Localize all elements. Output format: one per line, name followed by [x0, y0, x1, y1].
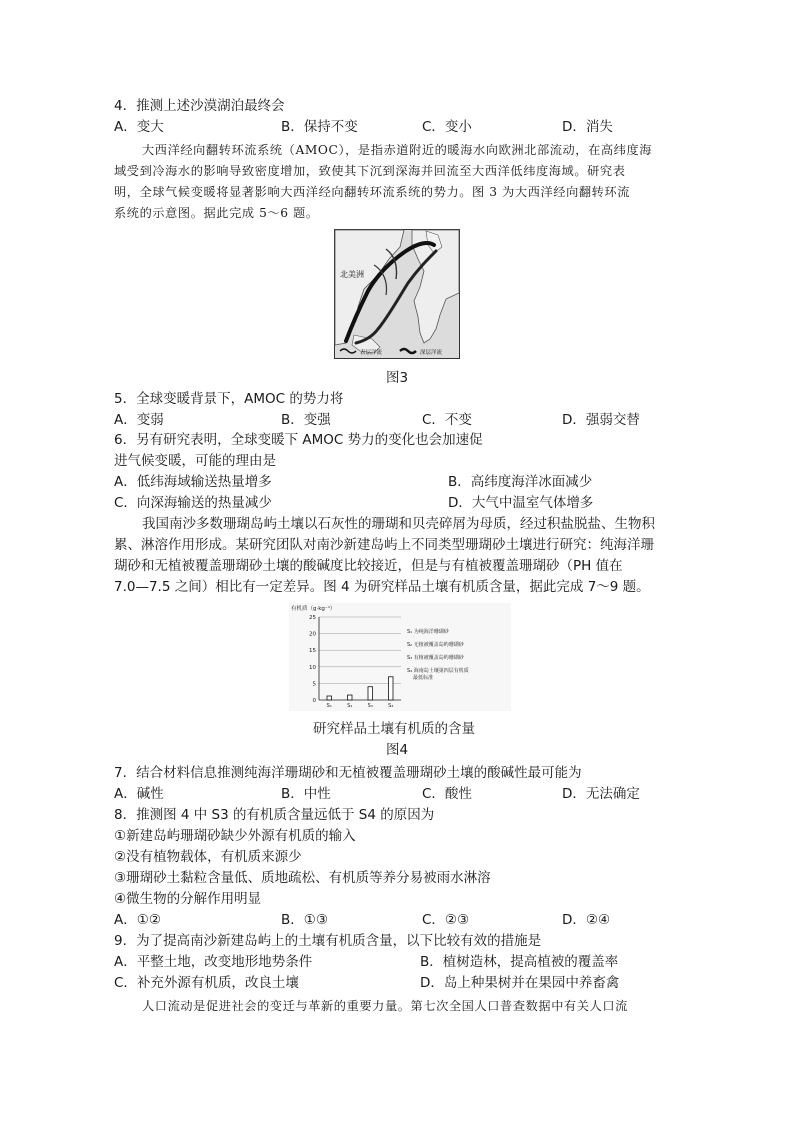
chart-legend-s4-cont: 最低标准: [413, 675, 434, 681]
q8-option-b: B．①③: [281, 912, 328, 928]
q9-options-row-2: [114, 973, 674, 993]
chart-x-tick-label: S₁: [326, 703, 332, 709]
passage1-line-1: 大西洋经向翻转环流系统（AMOC），是指赤道附近的暖海水向欧洲北部流动，在高纬度海: [142, 143, 653, 157]
q6-options-row-2: [114, 493, 674, 513]
q8-option-a: A．①②: [114, 912, 161, 928]
passage1-line-2: 域受到冷海水的影响导致密度增加，致使其下沉到深海并回流至大西洋低纬度海域。研究表: [114, 164, 626, 178]
q6-option-b: B．高纬度海洋冰面减少: [448, 474, 593, 490]
q6-option-a: A．低纬海域输送热量增多: [114, 474, 272, 490]
q9-option-b: B．植树造林，提高植被的覆盖率: [420, 954, 619, 970]
chart-y-tick-label: 0: [312, 698, 316, 704]
chart-legend-s2: S₂ 无植被覆盖岛屿珊瑚砂: [407, 642, 464, 648]
chart-x-tick-label: S₄: [388, 703, 394, 709]
q8-statement-1: ①新建岛屿珊瑚砂缺少外源有机质的输入: [114, 828, 356, 844]
q6-option-c: C．向深海输送的热量减少: [114, 495, 272, 511]
chart-legend-s3: S₃ 有植被覆盖岛屿珊瑚砂: [407, 655, 464, 661]
q7-option-b: B．中性: [281, 786, 331, 802]
chart-bar-1: [327, 696, 332, 700]
chart-y-tick-label: 5: [312, 681, 316, 688]
chart-ylabel: 有机质（g·kg⁻¹）: [291, 606, 336, 612]
q7-option-a: A．碱性: [114, 786, 164, 802]
q4-stem: 4．推测上述沙漠湖泊最终会: [114, 98, 285, 114]
q5-option-b: B．变强: [281, 412, 331, 428]
q9-option-c: C．补充外源有机质，改良土壤: [114, 975, 299, 991]
chart-bar-2: [348, 695, 353, 700]
q5-option-d: D．强弱交替: [562, 412, 640, 428]
chart-y-tick-label: 20: [309, 631, 316, 638]
q5-options: [114, 410, 674, 430]
q8-option-c: C．②③: [422, 912, 470, 928]
q6-stem-line-1: 6．另有研究表明，全球变暖下 AMOC 势力的变化也会加速促: [114, 432, 483, 448]
q8-options: [114, 910, 674, 930]
legend-surface-label: 表层洋流: [360, 350, 383, 356]
passage2-line-4: 7.0—7.5 之间）相比有一定差异。图 4 为研究样品土壤有机质含量，据此完成 7～9 题。: [114, 579, 650, 595]
chart-legend-s4: S₄ 海南岛土壤第四层有机质: [407, 668, 469, 674]
q7-stem: 7．结合材料信息推测纯海洋珊瑚砂和无植被覆盖珊瑚砂土壤的酸碱性最可能为: [114, 765, 582, 781]
q8-statement-2: ②没有植物载体，有机质来源少: [114, 849, 302, 865]
q8-statement-3: ③珊瑚砂土黏粒含量低、质地疏松、有机质等养分易被雨水淋溶: [114, 870, 491, 886]
q7-option-d: D．无法确定: [562, 786, 640, 802]
figure3-caption: 图3: [386, 370, 409, 386]
passage2-line-3: 瑚砂和无植被覆盖珊瑚砂土壤的酸碱度比较接近，但是与有植被覆盖珊瑚砂（PH 值在: [114, 558, 623, 574]
q4-option-a: A．变大: [114, 119, 164, 135]
q6-option-d: D．大气中温室气体增多: [448, 495, 594, 511]
q7-options: [114, 784, 674, 804]
q5-option-c: C．不变: [422, 412, 472, 428]
q9-stem: 9．为了提高南沙新建岛屿上的土壤有机质含量，以下比较有效的措施是: [114, 933, 542, 949]
q8-option-d: D．②④: [562, 912, 611, 928]
q5-stem: 5．全球变暖背景下，AMOC 的势力将: [114, 391, 344, 407]
chart-bar-4: [389, 677, 394, 700]
chart-y-tick-label: 15: [309, 648, 316, 655]
chart-x-tick-label: S₂: [347, 703, 353, 709]
q4-option-b: B．保持不变: [281, 119, 358, 135]
q9-option-a: A．平整土地，改变地形地势条件: [114, 954, 313, 970]
passage2-line-1: 我国南沙多数珊瑚岛屿土壤以石灰性的珊瑚和贝壳碎屑为母质，经过积盐脱盐、生物积: [142, 516, 655, 532]
passage1-line-3: 明，全球气候变暖将显著影响大西洋经向翻转环流系统的势力。图 3 为大西洋经向翻转环流: [114, 185, 631, 199]
chart-bar-3: [368, 687, 373, 700]
q9-option-d: D．岛上种果树并在果园中养畜禽: [420, 975, 620, 991]
amoc-map-figure: [334, 229, 460, 359]
q5-option-a: A．变弱: [114, 412, 164, 428]
q6-stem-line-2: 进气候变暖，可能的理由是: [114, 453, 276, 469]
q4-option-c: C．变小: [422, 119, 472, 135]
q8-statement-4: ④微生物的分解作用明显: [114, 891, 262, 907]
q7-option-c: C．酸性: [422, 786, 472, 802]
q9-options-row-1: [114, 952, 674, 972]
q4-options: [114, 117, 674, 137]
figure4-title: 研究样品土壤有机质的含量: [313, 721, 475, 737]
organic-matter-bar-chart: [289, 603, 511, 711]
chart-y-tick-label: 10: [309, 664, 316, 671]
q4-option-d: D．消失: [562, 119, 613, 135]
passage3-line-1: 人口流动是促进社会的变迁与革新的重要力量。第七次全国人口普查数据中有关人口流: [142, 999, 628, 1013]
map-label-north-america: 北美洲: [340, 270, 364, 279]
chart-legend-s1: S₁ 为纯海洋珊瑚砂: [407, 629, 449, 635]
chart-y-tick-label: 25: [309, 615, 316, 621]
legend-deep-label: 深层洋流: [420, 350, 443, 356]
passage1-line-4: 系统的示意图。据此完成 5～6 题。: [114, 206, 319, 220]
figure4-caption: 图4: [386, 742, 409, 758]
q6-options-row-1: [114, 472, 674, 492]
q8-stem: 8．推测图 4 中 S3 的有机质含量远低于 S4 的原因为: [114, 807, 435, 823]
passage2-line-2: 累、淋溶作用形成。某研究团队对南沙新建岛屿上不同类型珊瑚砂土壤进行研究：纯海洋珊: [114, 537, 654, 553]
chart-x-tick-label: S₃: [367, 703, 373, 709]
